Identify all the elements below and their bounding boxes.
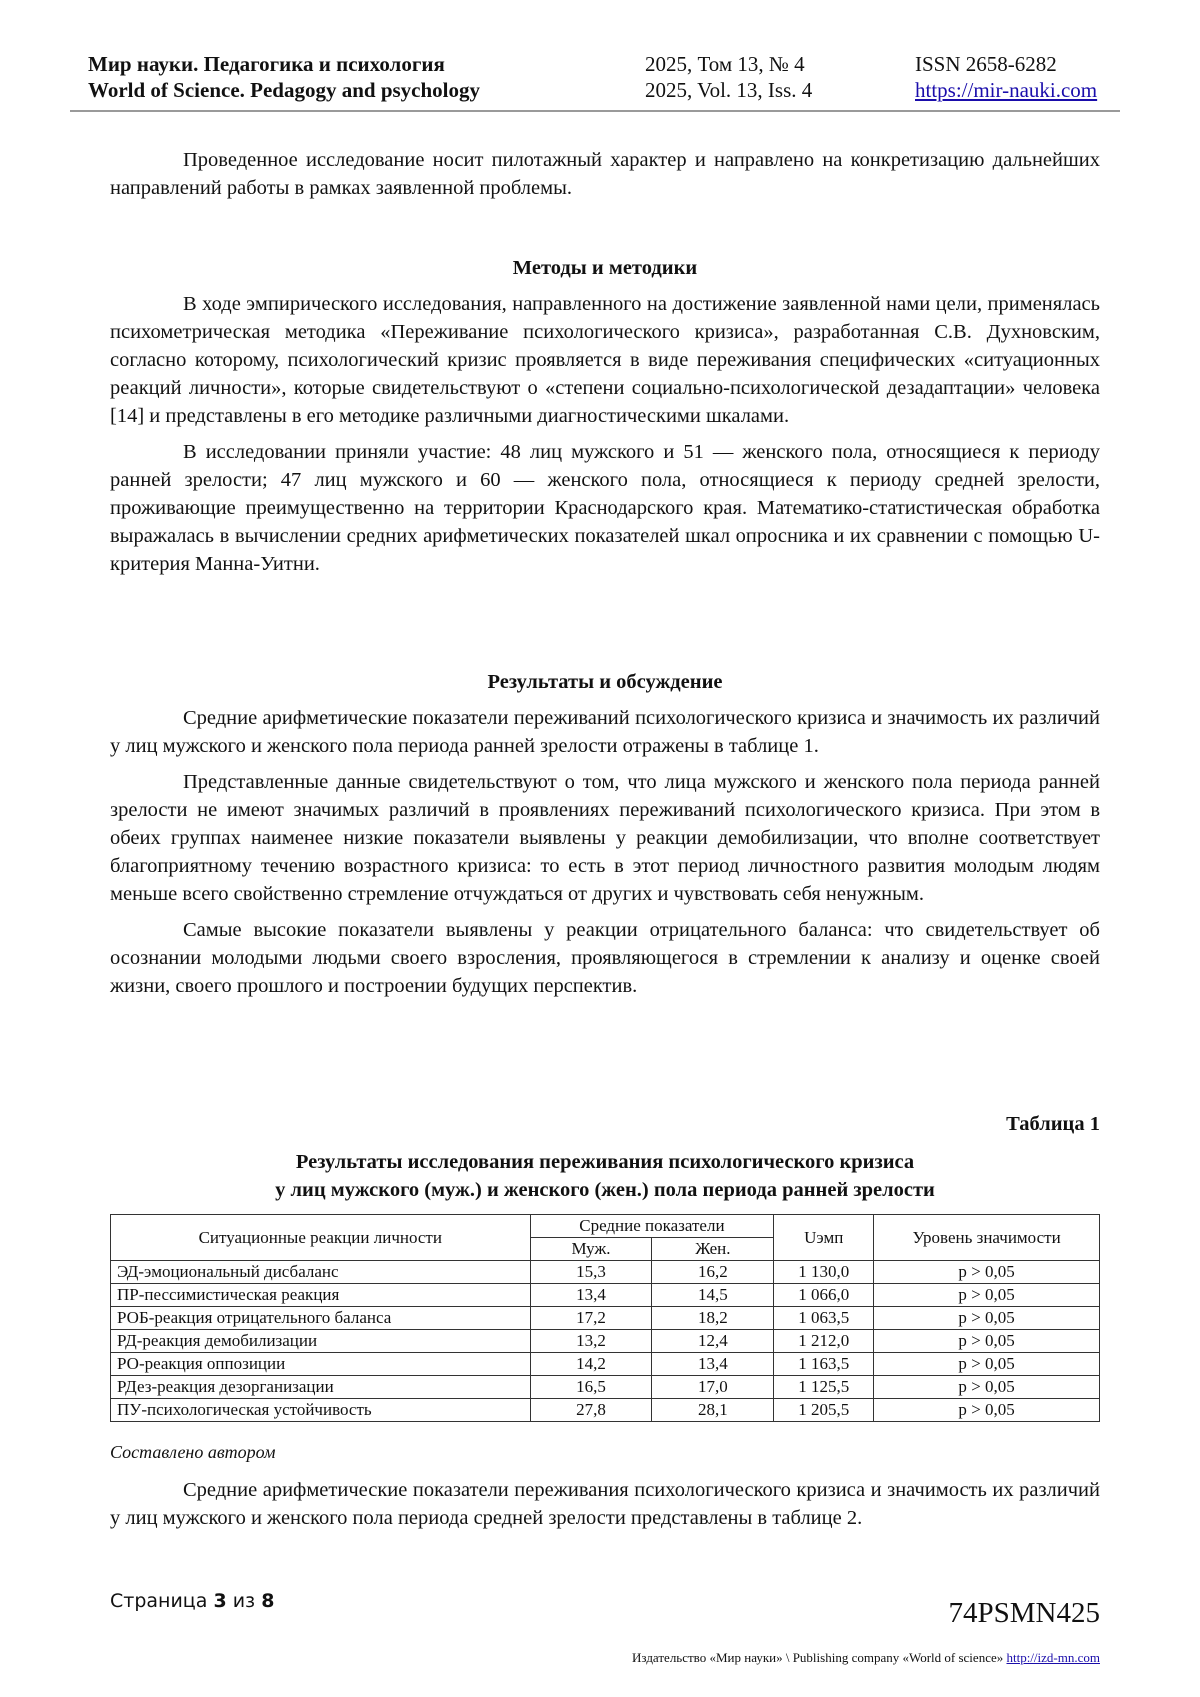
- cell-reaction: ЭД-эмоциональный дисбаланс: [111, 1261, 531, 1284]
- page-number: [110, 1590, 274, 1612]
- cell-u: 1 063,5: [774, 1307, 874, 1330]
- cell-male: 17,2: [530, 1307, 652, 1330]
- table-label: Таблица 1: [1006, 1113, 1100, 1135]
- cell-female: 13,4: [652, 1353, 774, 1376]
- page-prefix: Страница: [110, 1590, 214, 1612]
- cell-female: 17,0: [652, 1376, 774, 1399]
- header-significance: Уровень значимости: [874, 1215, 1100, 1261]
- issue-ru: 2025, Том 13, № 4: [645, 52, 805, 76]
- cell-male: 27,8: [530, 1399, 652, 1422]
- table-row: [111, 1376, 1100, 1399]
- cell-p: p > 0,05: [874, 1376, 1100, 1399]
- cell-p: p > 0,05: [874, 1307, 1100, 1330]
- cell-female: 28,1: [652, 1399, 774, 1422]
- cell-p: p > 0,05: [874, 1284, 1100, 1307]
- issue-en: 2025, Vol. 13, Iss. 4: [645, 78, 813, 102]
- cell-female: 16,2: [652, 1261, 774, 1284]
- methods-section: [110, 254, 1100, 578]
- cell-p: p > 0,05: [874, 1261, 1100, 1284]
- header-means: Средние показатели: [530, 1215, 774, 1238]
- cell-reaction: РДез-реакция дезорганизации: [111, 1376, 531, 1399]
- methods-paragraph: В исследовании приняли участие: 48 лиц мужского и 51 — женского пола, относящиеся к периоду ранней зрелости; 47 лиц мужского и 60 — женского пола, относящиеся к периоду средней зрелости, проживающие преимущественно на территории Краснодарского края. Математико-статистическая обработка выражалась в вычислении средних арифметических показателей шкал опросника и их сравнении с помощью U-критерия Манна-Уитни.: [110, 441, 1100, 575]
- closing-paragraph: Средние арифметические показатели переживания психологического кризиса и значимость их различий у лиц мужского и женского пола периода средней зрелости представлены в таблице 2.: [110, 1479, 1100, 1529]
- cell-male: 14,2: [530, 1353, 652, 1376]
- journal-title-ru: Мир науки. Педагогика и психология: [88, 52, 445, 76]
- table1-caption: [110, 1110, 1100, 1204]
- table-row: [111, 1353, 1100, 1376]
- cell-female: 18,2: [652, 1307, 774, 1330]
- intro-paragraph: Проведенное исследование носит пилотажный характер и направлено на конкретизацию дальнейших направлений работы в рамках заявленной проблемы.: [110, 149, 1100, 199]
- cell-male: 16,5: [530, 1376, 652, 1399]
- results-paragraph: Средние арифметические показатели переживаний психологического кризиса и значимость их различий у лиц мужского и женского пола периода ранней зрелости отражены в таблице 1.: [110, 707, 1100, 757]
- cell-reaction: РО-реакция оппозиции: [111, 1353, 531, 1376]
- cell-p: p > 0,05: [874, 1353, 1100, 1376]
- cell-female: 12,4: [652, 1330, 774, 1353]
- table-row: [111, 1284, 1100, 1307]
- header-u: Uэмп: [774, 1215, 874, 1261]
- cell-male: 13,2: [530, 1330, 652, 1353]
- results-section: [110, 668, 1100, 1000]
- page-middle: из: [226, 1590, 262, 1612]
- cell-reaction: ПУ-психологическая устойчивость: [111, 1399, 531, 1422]
- publisher-line: [632, 1650, 1100, 1666]
- table-row: [111, 1307, 1100, 1330]
- methods-heading: Методы и методики: [512, 257, 698, 279]
- cell-p: p > 0,05: [874, 1330, 1100, 1353]
- cell-reaction: ПР-пессимистическая реакция: [111, 1284, 531, 1307]
- cell-u: 1 163,5: [774, 1353, 874, 1376]
- article-code: 74PSMN425: [948, 1597, 1100, 1629]
- cell-u: 1 212,0: [774, 1330, 874, 1353]
- journal-title-en: World of Science. Pedagogy and psychology: [88, 78, 481, 102]
- issn: ISSN 2658-6282: [915, 52, 1057, 76]
- cell-male: 15,3: [530, 1261, 652, 1284]
- intro-section: [110, 146, 1100, 202]
- page-current: 3: [213, 1590, 227, 1612]
- cell-reaction: РД-реакция демобилизации: [111, 1330, 531, 1353]
- cell-female: 14,5: [652, 1284, 774, 1307]
- publisher-text: Издательство «Мир науки» \ Publishing company «World of science»: [632, 1650, 1004, 1665]
- journal-url-link[interactable]: https://mir-nauki.com: [915, 78, 1098, 102]
- cell-u: 1 205,5: [774, 1399, 874, 1422]
- header-male: Муж.: [530, 1238, 652, 1261]
- cell-u: 1 130,0: [774, 1261, 874, 1284]
- cell-u: 1 066,0: [774, 1284, 874, 1307]
- closing-section: [110, 1476, 1100, 1532]
- methods-paragraph: В ходе эмпирического исследования, направленного на достижение заявленной нами цели, применялась психометрическая методика «Переживание психологического кризиса», разработанная С.В. Духновским, согласно которому, психологический кризис проявляется в виде переживания специфических «ситуационных реакций личности», которые свидетельствуют о «степени социально-психологической дезадаптации» человека [14] и представлены в его методике различными диагностическими шкалами.: [110, 293, 1100, 427]
- table-row: [111, 1261, 1100, 1284]
- results-table: [110, 1214, 1100, 1422]
- table-row: [111, 1330, 1100, 1353]
- cell-u: 1 125,5: [774, 1376, 874, 1399]
- results-heading: Результаты и обсуждение: [487, 671, 723, 693]
- header-female: Жен.: [652, 1238, 774, 1261]
- header-reaction: Ситуационные реакции личности: [111, 1215, 531, 1261]
- table-row: [111, 1399, 1100, 1422]
- cell-male: 13,4: [530, 1284, 652, 1307]
- journal-header: [70, 50, 1120, 112]
- table-title-line1: Результаты исследования переживания психологического кризиса: [295, 1151, 915, 1173]
- cell-reaction: РОБ-реакция отрицательного баланса: [111, 1307, 531, 1330]
- page-total: 8: [261, 1590, 275, 1612]
- results-paragraph: Самые высокие показатели выявлены у реакции отрицательного баланса: что свидетельствует об осознании молодыми людьми своего взросления, проявляющегося в стремлении к анализу и оценке своей жизни, своего прошлого и построении будущих перспектив.: [110, 919, 1100, 997]
- table-title-line2: у лиц мужского (муж.) и женского (жен.) пола периода ранней зрелости: [275, 1179, 935, 1201]
- results-paragraph: Представленные данные свидетельствуют о том, что лица мужского и женского пола периода ранней зрелости не имеют значимых различий в проявлениях переживаний психологического кризиса. При этом в обеих группах наименее низкие показатели выявлены у реакции демобилизации, что вполне соответствует благоприятному течению возрастного кризиса: то есть в этот период личностного развития молодым людям меньше всего свойственно стремление отчуждаться от других и чувствовать себя ненужным.: [110, 771, 1100, 905]
- cell-p: p > 0,05: [874, 1399, 1100, 1422]
- table-source-note: Составлено автором: [110, 1442, 276, 1462]
- publisher-url-link[interactable]: http://izd-mn.com: [1006, 1650, 1100, 1665]
